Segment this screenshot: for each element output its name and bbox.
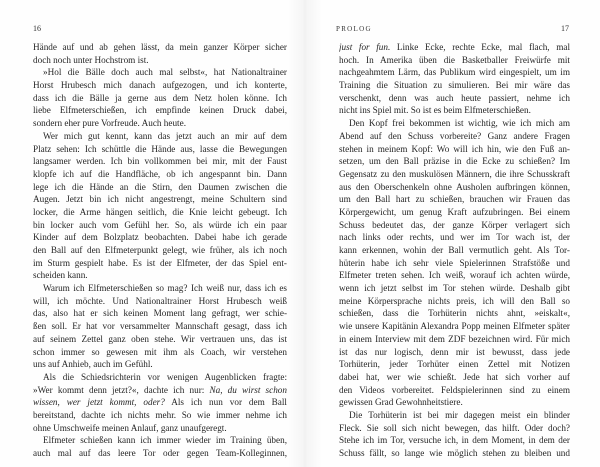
- text-line: den Videos vorbereitet. Feldspielerinnen sind zu einem: [339, 384, 570, 395]
- text-line: Abend auf den Schuss vorbereite? Ganz andere Fragen: [339, 130, 570, 141]
- paragraph: [33, 41, 287, 66]
- text-line: Wer mich gut kennt, kann das jetzt auch an mir auf dem: [43, 130, 287, 141]
- text-line: schießen, dass die Torhüterin nichts ahnt, »eiskalt«,: [339, 308, 570, 319]
- italic-text: just for fun.: [339, 42, 391, 52]
- italic-text: Na, du wirst schon: [209, 384, 287, 395]
- text-line: »Hol die Bälle doch auch mal selbst«, hat Nationaltrainer: [43, 67, 287, 78]
- text-line: wenn ich jetzt selbst im Tor stehen würde. Deshalb gibt: [339, 283, 570, 294]
- text-line: Schuss fällt, so lange wie möglich stehen zu bleiben und: [339, 448, 570, 458]
- text-line: locker, die Arme hängen seitlich, die Knie leicht gebeugt. Ich: [33, 206, 287, 217]
- paragraph: [33, 371, 287, 434]
- running-head: PROLOG: [336, 25, 372, 33]
- left-page-number: 16: [33, 24, 41, 33]
- text-line: dass ich die Bälle ja gerne aus dem Netz holen könne. Ich: [33, 92, 287, 103]
- text-line: doch noch unter Hochstrom ist.: [33, 54, 149, 65]
- paragraph: [339, 41, 570, 117]
- text-line: meine Körpersprache nichts preis, ich will den Ball so: [339, 295, 570, 306]
- text-line: ßen soll. Er hat vor versammelter Mannschaft gesagt, dass ich: [33, 321, 287, 332]
- text-line: ohne Umschweife meinen Anlauf, ganz unaufgeregt.: [33, 422, 227, 433]
- text-line: bin locker auch vom Gefühl her. So, als würde ich ein paar: [33, 219, 287, 230]
- text-line: schon immer so gewesen mit ihm als Coach, wir verstehen: [33, 346, 287, 357]
- text-line: bereitstand, dachte ich nichts mehr. So wie immer nehme ich: [33, 409, 287, 420]
- text-line: scheiden kann.: [33, 270, 88, 281]
- text-line: aus den Oberschenkeln ohne Ausholen aufbringen können,: [339, 181, 570, 192]
- paragraph: [339, 117, 570, 409]
- text-line: [33, 384, 287, 397]
- text-line: Hände auf und ab gehen lässt, da mein ganzer Körper sicher: [33, 42, 287, 52]
- text-line: hüterin habe ich sehr viele Spielerinnen Strafstöße und: [339, 257, 570, 268]
- text-line: verschenkt, denn was auch heute passiert, nehme ich: [339, 92, 570, 103]
- text-line: klopfe ich auf die Handfläche, ob ich angespannt bin. Dann: [33, 168, 287, 179]
- text-line: nachgeahmtem Lärm, das Publikum wird eingespielt, um im: [339, 67, 570, 78]
- text-line: Horst Hrubesch mich danach aufgezogen, und ich konterte,: [33, 80, 287, 91]
- text-line: Training die Situation zu simulieren. Bei mir wäre das: [339, 80, 570, 91]
- text-line: Kinder auf dem Bolzplatz beobachten. Dabei habe ich gerade: [33, 232, 287, 243]
- right-page-body: [339, 41, 570, 460]
- text-line: den Ball auf den Elfmeterpunkt gelegt, wie früher, als ich noch: [33, 245, 287, 255]
- text-line: liebe Elfmeterschießen, ich empfinde keinen Druck dabei,: [33, 105, 287, 116]
- text-line: wie unsere Kapitänin Alexandra Popp meinen Elfmeter später: [339, 321, 570, 332]
- text-line: Elfmeter schießen kann ich immer wieder im Training üben,: [43, 435, 287, 446]
- text-line: Platz sehen: Ich schüttle die Hände aus, lasse die Bewegungen: [33, 143, 287, 154]
- text-line: stehen in meinem Kopf: Wo will ich hin, wie den Fuß an-: [339, 143, 570, 154]
- text-line: Den Kopf frei bekommen ist wichtig, wie ich mich am: [349, 118, 570, 129]
- right-page-number: 17: [561, 24, 569, 33]
- text-line: dabei hat, wer wie schießt. Jede hat sich vorher auf: [339, 371, 570, 382]
- text-line: gewissen Grad Gewohnheitstiere.: [339, 397, 463, 408]
- text-line: auch mal auf das leere Tor oder gegen Team-Kolleginnen,: [33, 448, 287, 458]
- paragraph: [33, 130, 287, 282]
- text-segment: Als ich nun vor dem Ball: [164, 397, 287, 408]
- text-line: in einem Interview mit dem ZDF bezeichnen wird. Für mich: [339, 333, 570, 344]
- text-line: im Sturm gespielt habe. Es ist der Elfmeter, der das Spiel ent-: [33, 257, 287, 268]
- text-line: uns auf Anhieb, auch im Gefühl.: [33, 359, 153, 370]
- text-line: um den Ball hart zu schießen, brauchen wir Frauen das: [339, 194, 570, 205]
- text-line: auf seinem Zettel ganz oben stehe. Wir vertrauen uns, das ist: [33, 333, 287, 344]
- paragraph: [33, 282, 287, 371]
- paragraph: [33, 434, 287, 459]
- text-line: nicht ins Spiel mit. So ist es beim Elfmeterschießen.: [339, 105, 531, 116]
- book-gutter: [288, 0, 322, 467]
- text-line: setzen, um den Ball präzise in die Ecke zu schießen? Im: [339, 156, 570, 167]
- text-line: langsamer werden. Ich bin vollkommen bei mir, mit der Faust: [33, 156, 287, 167]
- text-line: Augen. Jetzt bin ich nicht angestrengt, meine Schultern sind: [33, 194, 287, 205]
- text-line: Die Torhüterin ist bei mir dagegen meist ein blinder: [349, 409, 570, 420]
- text-line: Als die Schiedsrichterin vor wenigen Augenblicken fragte:: [43, 371, 287, 382]
- text-line: Schuss bedeutet das, der ganze Körper verlagert sich: [339, 219, 570, 230]
- text-line: lege ich die Hände an die Stirn, den Daumen zwischen die: [33, 181, 287, 192]
- text-line: kann erkennen, wohin der Ball vermutlich geht. Als Tor-: [339, 245, 570, 255]
- text-line: nach links oder rechts, und wer im Tor wach ist, der: [339, 232, 570, 243]
- text-line: hoch. In Amerika üben die Basketballer Freiwürfe mit: [339, 54, 570, 65]
- text-line: Stehe ich im Tor, versuche ich, in dem Moment, in dem der: [339, 435, 570, 446]
- text-line: Fleck. Sie soll sich nicht bewegen, das hilft. Oder doch?: [339, 422, 570, 433]
- text-line: das, also hat er sich keinen Moment lang gefragt, wer schie-: [33, 308, 287, 319]
- text-segment: »Wer kommt denn jetzt?«, dachte ich nur:: [33, 384, 210, 395]
- left-page-body: [33, 41, 287, 460]
- text-line: Torhüterin, jeder Torhüter einen Zettel mit Notizen: [339, 359, 570, 370]
- paragraph: [339, 409, 570, 460]
- text-line: [33, 396, 287, 409]
- italic-text: wissen, wer jetzt kommt, oder?: [33, 397, 165, 408]
- text-line: Elfmeter treten sehen. Ich weiß, worauf ich achten würde,: [339, 270, 570, 281]
- text-line: sondern eher pure Vorfreude. Auch heute.: [33, 118, 186, 129]
- text-line: Körpergewicht, um genug Kraft aufzubringen. Bei einem: [339, 206, 570, 217]
- text-line: [339, 41, 570, 54]
- text-line: will, ich möchte. Und Nationaltrainer Horst Hrubesch weiß: [33, 295, 287, 306]
- text-line: Gegensatz zu den muskulösen Männern, die ihre Schusskraft: [339, 168, 570, 179]
- text-line: Warum ich Elfmeterschießen so mag? Ich weiß nur, dass ich es: [43, 283, 287, 294]
- text-line: ist das nur logisch, denn mir ist bewusst, dass jede: [339, 346, 570, 357]
- paragraph: [33, 66, 287, 129]
- text-segment: Linke Ecke, rechte Ecke, mal flach, mal: [390, 42, 570, 52]
